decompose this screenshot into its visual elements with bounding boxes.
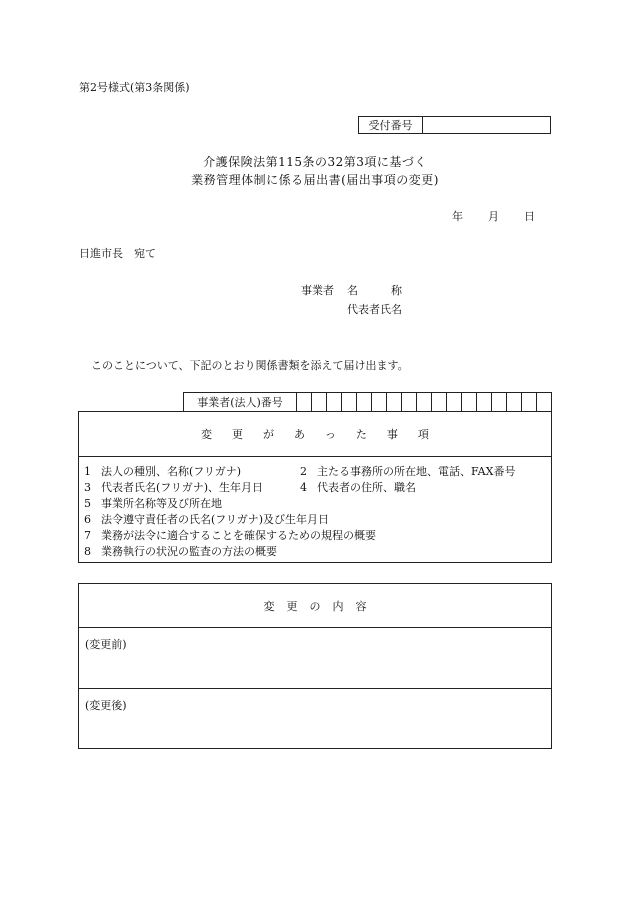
date-month-label: 月 xyxy=(488,210,499,223)
operator-number-cell[interactable] xyxy=(537,393,551,411)
change-item-5-number: 5 xyxy=(84,497,91,510)
reception-number-label: 受付番号 xyxy=(359,117,423,133)
operator-number-cell[interactable] xyxy=(447,393,462,411)
change-item-2-text: 主たる事務所の所在地、電話、FAX番号 xyxy=(317,465,516,478)
change-items-header: 変更があった事項 xyxy=(79,412,551,457)
change-item-7-text: 業務が法令に適合することを確保するための規程の概要 xyxy=(101,529,376,542)
change-item-5-text: 事業所名称等及び所在地 xyxy=(101,497,222,510)
operator-number-cell[interactable] xyxy=(417,393,432,411)
change-before-field[interactable] xyxy=(79,628,551,688)
statement-text: このことについて、下記のとおり関係書類を添えて届け出ます。 xyxy=(91,359,409,372)
operator-number-cell[interactable] xyxy=(357,393,372,411)
operator-name-label: 名 称 xyxy=(347,284,402,297)
operator-number-cell[interactable] xyxy=(312,393,327,411)
date-day-label: 日 xyxy=(524,210,535,223)
change-item-1-text: 法人の種別、名称(フリガナ) xyxy=(101,465,242,478)
addressee: 日進市長 宛て xyxy=(79,247,156,260)
operator-number-cell[interactable] xyxy=(462,393,477,411)
change-item-6-number: 6 xyxy=(84,513,91,526)
change-item-3-number: 3 xyxy=(84,481,91,494)
operator-number-cell[interactable] xyxy=(432,393,447,411)
date-year-label: 年 xyxy=(452,210,463,223)
change-item-1-number: 1 xyxy=(84,465,91,478)
reception-number-field[interactable] xyxy=(423,117,550,133)
change-item-2-number: 2 xyxy=(300,465,307,478)
operator-number-cell[interactable] xyxy=(297,393,312,411)
operator-number-cell[interactable] xyxy=(387,393,402,411)
operator-label: 事業者 xyxy=(301,284,334,297)
change-after-label: (変更後) xyxy=(85,699,127,712)
operator-number-cell[interactable] xyxy=(342,393,357,411)
operator-number-cell[interactable] xyxy=(477,393,492,411)
operator-representative-label: 代表者氏名 xyxy=(347,303,402,316)
operator-number-cell[interactable] xyxy=(507,393,522,411)
change-item-3-text: 代表者氏名(フリガナ)、生年月日 xyxy=(101,481,264,494)
change-contents-header: 変更の内容 xyxy=(79,584,551,628)
operator-number-cells xyxy=(297,393,551,411)
change-item-6-text: 法令遵守責任者の氏名(フリガナ)及び生年月日 xyxy=(101,513,330,526)
operator-number-cell[interactable] xyxy=(522,393,537,411)
change-item-8-number: 8 xyxy=(84,545,91,558)
change-item-4-text: 代表者の住所、職名 xyxy=(317,481,416,494)
change-contents-box xyxy=(78,583,552,749)
document-title-line2: 業務管理体制に係る届出書(届出事項の変更) xyxy=(191,173,439,187)
form-number: 第2号様式(第3条関係) xyxy=(79,81,190,94)
operator-number-cell[interactable] xyxy=(402,393,417,411)
change-items-box xyxy=(78,411,552,563)
operator-number-cell[interactable] xyxy=(327,393,342,411)
operator-number-cell[interactable] xyxy=(372,393,387,411)
document-title-line1: 介護保険法第115条の32第3項に基づく xyxy=(203,155,427,169)
operator-number-label: 事業者(法人)番号 xyxy=(184,393,297,411)
change-item-8-text: 業務執行の状況の監査の方法の概要 xyxy=(101,545,277,558)
operator-number-cell[interactable] xyxy=(492,393,507,411)
change-after-field[interactable] xyxy=(79,688,551,748)
change-before-label: (変更前) xyxy=(85,638,127,651)
reception-number-box xyxy=(358,116,551,134)
change-item-4-number: 4 xyxy=(300,481,307,494)
operator-number-row xyxy=(183,392,552,411)
change-item-7-number: 7 xyxy=(84,529,91,542)
